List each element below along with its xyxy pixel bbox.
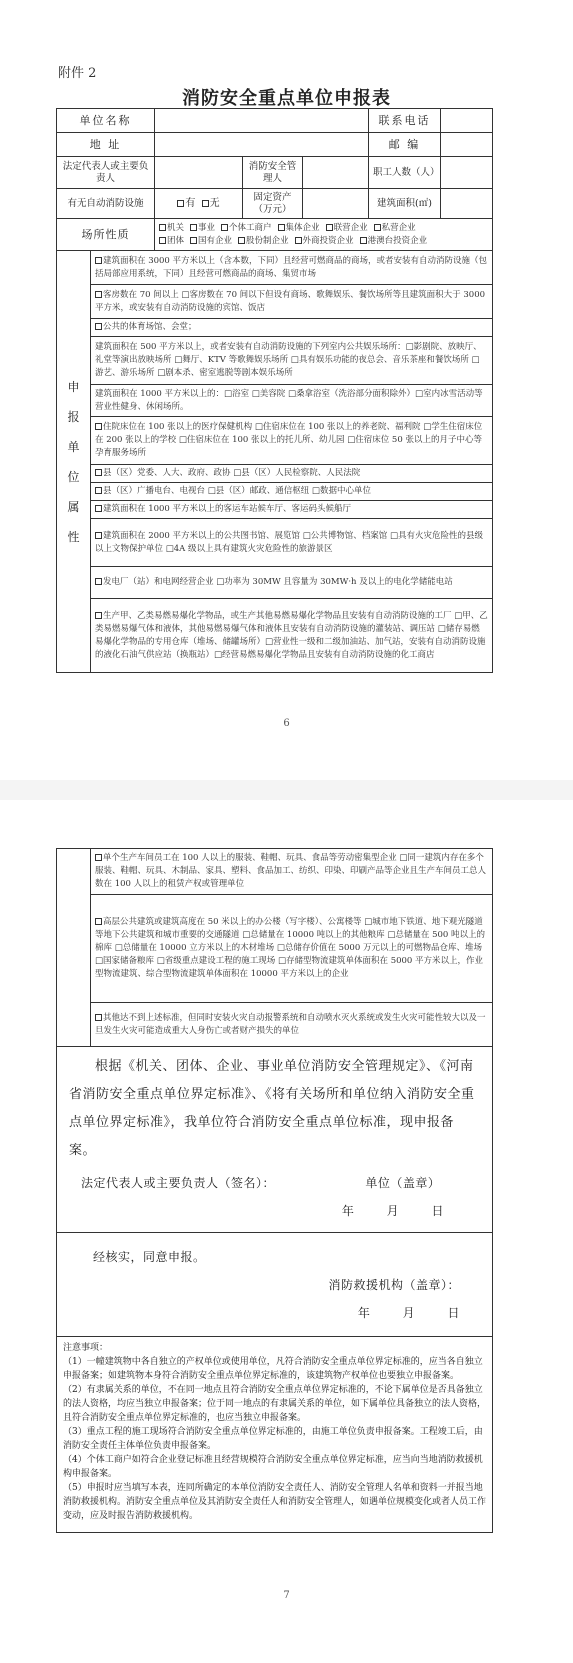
checkbox[interactable] <box>278 224 285 231</box>
nature-options-row-1 <box>159 222 488 235</box>
unit-seal-label: 单位（盖章） <box>365 1176 441 1190</box>
attr-item[interactable]: 县（区）广播电台、电视台 □县（区）邮政、通信枢纽 □数据中心单位 <box>91 483 493 501</box>
nature-label: 场所性质 <box>57 219 155 251</box>
nature-options-row-2 <box>159 235 488 248</box>
nature-option-label: 股份制企业 <box>246 235 289 246</box>
nature-option-label: 私营企业 <box>381 222 416 233</box>
postcode-label: 邮 编 <box>369 133 441 157</box>
nature-option[interactable] <box>190 223 215 233</box>
attr-label-cell-continued <box>57 849 91 1047</box>
address-field[interactable] <box>155 133 369 157</box>
declaration-cell <box>57 1047 493 1233</box>
building-area-label: 建筑面积(㎡) <box>369 189 441 219</box>
attr-label-cell <box>57 251 91 673</box>
review-text: 经核实，同意申报。 <box>93 1250 206 1264</box>
nature-option-label: 事业 <box>198 222 216 233</box>
page-6 <box>0 0 573 780</box>
nature-option[interactable] <box>295 236 354 246</box>
nature-option[interactable] <box>221 223 272 233</box>
checkbox[interactable] <box>374 224 381 231</box>
nature-option-label: 外商投资企业 <box>302 235 354 246</box>
note-item: （3）重点工程的施工现场符合消防安全重点单位界定标准的，由施工单位负责申报备案。工程竣工后，由消防安全责任主体单位负责申报备案。 <box>63 1427 483 1451</box>
attr-item[interactable]: 建筑面积在 500 平方米以上，或者安装有自动消防设施的下列室内公共娱乐场所：□影剧院、放映厅、礼堂等演出放映场所 □舞厅、KTV 等歌舞娱乐场所 □具有娱乐功能的夜总会、音乐茶座和餐饮场所 □游艺、游乐场所 □剧本杀、密室逃脱等剧本娱乐场所 <box>91 337 493 385</box>
attr-label-char: 报 <box>67 409 80 424</box>
checkbox[interactable] <box>360 237 367 244</box>
attr-item[interactable]: 其他达不到上述标准，但同时安装火灾自动报警系统和自动喷水灭火系统或发生火灾可能性较大以及一旦发生火灾可能造成重大人身伤亡或者财产损失的单位 <box>91 1003 493 1047</box>
nature-option[interactable] <box>374 223 416 233</box>
notes-cell <box>57 1337 493 1533</box>
nature-option[interactable] <box>326 223 368 233</box>
unit-name-label: 单位名称 <box>57 109 155 133</box>
unit-name-field[interactable] <box>155 109 369 133</box>
nature-option[interactable] <box>238 236 289 246</box>
nature-option-label: 团体 <box>167 235 185 246</box>
no-label: 无 <box>209 198 220 209</box>
nature-option[interactable] <box>278 223 320 233</box>
no-checkbox[interactable] <box>202 200 209 207</box>
staff-count-field[interactable] <box>441 157 493 189</box>
address-label: 地 址 <box>57 133 155 157</box>
notes-title: 注意事项： <box>63 1343 109 1353</box>
legal-sign-label: 法定代表人或主要负责人（签名）： <box>81 1176 276 1190</box>
attachment-label: 附件 2 <box>58 66 97 81</box>
note-item: （2）有隶属关系的单位，不在同一地点且符合消防安全重点单位界定标准的，不论下属单位是否具备独立的法人资格，均应当独立申报备案；位于同一地点的有隶属关系的单位，如下属单位具备独立的法人资格，且符合消防安全重点单位界定标准的，也应当独立申报备案。 <box>63 1385 487 1423</box>
checkbox[interactable] <box>238 237 245 244</box>
attr-item[interactable]: 建筑面积在 1000 平方米以上的：□浴室 □美容院 □桑拿浴室（洗浴部分面积除外）□室内冰雪活动等营业性健身、休闲场所。 <box>91 385 493 417</box>
note-item: （5）申报时应当填写本表，连同所确定的本单位消防安全责任人、消防安全管理人名单和资料一并报当地消防救援机构。消防安全重点单位及其消防安全责任人和消防安全管理人，如遇单位规模变化或者人员工作变动，应及时报告消防救援机构。 <box>63 1483 487 1521</box>
rescue-seal-label: 消防救援机构（盖章）： <box>328 1278 460 1292</box>
nature-option-label: 机关 <box>167 222 185 233</box>
page-gap <box>0 780 573 800</box>
nature-option[interactable] <box>159 236 184 246</box>
legal-sign-row <box>69 1169 480 1197</box>
review-cell <box>57 1233 493 1337</box>
legal-rep-label: 法定代表人或主要负责人 <box>57 157 155 189</box>
attr-item[interactable]: 发电厂（站）和电网经营企业 □功率为 30MW 且容量为 30MW·h 及以上的电化学储能电站 <box>91 567 493 599</box>
checkbox[interactable] <box>295 237 302 244</box>
attr-item[interactable]: 建筑面积在 1000 平方米以上的客运车站候车厅、客运码头候船厅 <box>91 501 493 519</box>
page-number: 7 <box>283 1590 290 1601</box>
nature-option-label: 个体工商户 <box>229 222 272 233</box>
nature-option-label: 国有企业 <box>198 235 233 246</box>
fixed-assets-label: 固定资产（万元） <box>243 189 303 219</box>
declaration-table <box>56 108 493 673</box>
checkbox[interactable] <box>159 237 166 244</box>
attr-item[interactable]: 建筑面积在 3000 平方米以上（含本数，下同）且经营可燃商品的商场，或者安装有自动消防设施（包括局部应用系统，下同）且经营可燃商品的商场、集贸市场 <box>91 251 493 285</box>
attr-item[interactable]: 单个生产车间员工在 100 人以上的服装、鞋帽、玩具、食品等劳动密集型企业 □同一建筑内存在多个服装、鞋帽、玩具、木制品、家具、塑料、食品加工、纺织、印染、印刷产品等企业且生产车间员工总人数在 100 人以上的租赁产权或管理单位 <box>91 849 493 895</box>
yes-checkbox[interactable] <box>177 200 184 207</box>
attr-item[interactable]: 高层公共建筑或建筑高度在 50 米以上的办公楼（写字楼）、公寓楼等 □城市地下铁道、地下观光隧道等地下公共建筑和城市重要的交通隧道 □总储量在 10000 吨以上的其他粮库 □总储量在 500 吨以上的棉库 □总储量在 10000 立方米以上的木材堆场 □总储存价值在 5000 万元以上的可燃物品仓库、堆场 □国家储备粮库 □省级重点建设工程的施工现场 □存储型物流建筑单体面积在 5000 平方米以上，作业型物流建筑、综合型物流建筑单体面积在 10000 平方米以上的企业 <box>91 895 493 1003</box>
safety-manager-field[interactable] <box>303 157 369 189</box>
form-title: 消防安全重点单位申报表 <box>182 88 391 109</box>
fixed-assets-field[interactable] <box>303 189 369 219</box>
attr-item[interactable]: 县（区）党委、人大、政府、政协 □县（区）人民检察院、人民法院 <box>91 465 493 483</box>
attr-item[interactable]: 客房数在 70 间以上 □客房数在 70 间以下但设有商场、歌舞娱乐、餐饮场所等且建筑面积大于 3000 平方米，或安装有自动消防设施的宾馆、饭店 <box>91 285 493 319</box>
auto-fire-choice[interactable] <box>155 189 243 219</box>
attr-item[interactable]: 生产甲、乙类易燃易爆化学物品，或生产其他易燃易爆化学物品且安装有自动消防设施的工厂 □甲、乙类易燃易爆气体和液体，其他易燃易爆气体和液体且安装有自动消防设施的灌装站、调压站 □储存易燃易爆化学物品的专用仓库（堆场、储罐场所）□营业性一级和二级加油站、加气站，安装有自动消防设施的液化石油气供应站（换瓶站）□经营易燃易爆化学物品且安装有自动消防设施的化工商店 <box>91 599 493 673</box>
note-item: （4）个体工商户如符合企业登记标准且经营规模符合消防安全重点单位界定标准，应当向当地消防救援机构申报备案。 <box>63 1455 483 1479</box>
attr-label-char: 申 <box>67 379 80 394</box>
staff-count-label: 职工人数（人） <box>369 157 441 189</box>
nature-option[interactable] <box>190 236 232 246</box>
page-number: 6 <box>283 718 290 729</box>
declaration-text: 根据《机关、团体、企业、事业单位消防安全管理规定》、《河南省消防安全重点单位界定标准》、《将有关场所和单位纳入消防安全重点单位界定标准》，我单位符合消防安全重点单位标准，现申报备案。 <box>69 1059 475 1158</box>
auto-fire-label: 有无自动消防设施 <box>57 189 155 219</box>
attr-label <box>61 372 86 552</box>
note-item: （1）一幢建筑物中各自独立的产权单位或使用单位，凡符合消防安全重点单位界定标准的，应当各自独立申报备案；如建筑物本身符合消防安全重点单位界定标准的，该建筑物产权单位也要独立申报备案。 <box>63 1357 483 1381</box>
postcode-field[interactable] <box>441 133 493 157</box>
page-7 <box>0 800 573 1663</box>
checkbox[interactable] <box>159 224 166 231</box>
checkbox[interactable] <box>221 224 228 231</box>
checkbox[interactable] <box>190 224 197 231</box>
attr-item[interactable]: 公共的体育场馆、会堂； <box>91 319 493 337</box>
checkbox[interactable] <box>326 224 333 231</box>
yes-label: 有 <box>185 198 196 209</box>
attr-item[interactable]: 住院床位在 100 张以上的医疗保健机构 □住宿床位在 100 张以上的养老院、福利院 □学生住宿床位在 200 张以上的学校 □住宿床位在 100 张以上的托儿所、幼儿园 □住宿床位 50 张以上的月子中心等孕育服务场所 <box>91 417 493 465</box>
safety-manager-label: 消防安全管理人 <box>243 157 303 189</box>
date-line-2: 年 月 日 <box>357 1306 460 1320</box>
attr-label-char: 性 <box>67 529 80 544</box>
legal-rep-field[interactable] <box>155 157 243 189</box>
attr-label-char: 属 <box>67 499 80 514</box>
declaration-table-continued <box>56 848 493 1533</box>
nature-option[interactable] <box>360 236 428 246</box>
nature-option-label: 集体企业 <box>285 222 320 233</box>
checkbox[interactable] <box>190 237 197 244</box>
nature-option-label: 港澳台投资企业 <box>367 235 428 246</box>
attr-label-char: 位 <box>67 469 80 484</box>
nature-option-label: 联营企业 <box>333 222 368 233</box>
nature-options[interactable] <box>155 219 493 251</box>
building-area-field[interactable] <box>441 189 493 219</box>
date-line: 年 月 日 <box>341 1204 444 1218</box>
phone-field[interactable] <box>441 109 493 133</box>
phone-label: 联系电话 <box>369 109 441 133</box>
nature-option[interactable] <box>159 223 184 233</box>
attr-item[interactable]: 建筑面积在 2000 平方米以上的公共图书馆、展览馆 □公共博物馆、档案馆 □具有火灾危险性的县级以上文物保护单位 □4A 级以上具有建筑火灾危险性的旅游景区 <box>91 519 493 567</box>
attr-label-char: 单 <box>67 439 80 454</box>
